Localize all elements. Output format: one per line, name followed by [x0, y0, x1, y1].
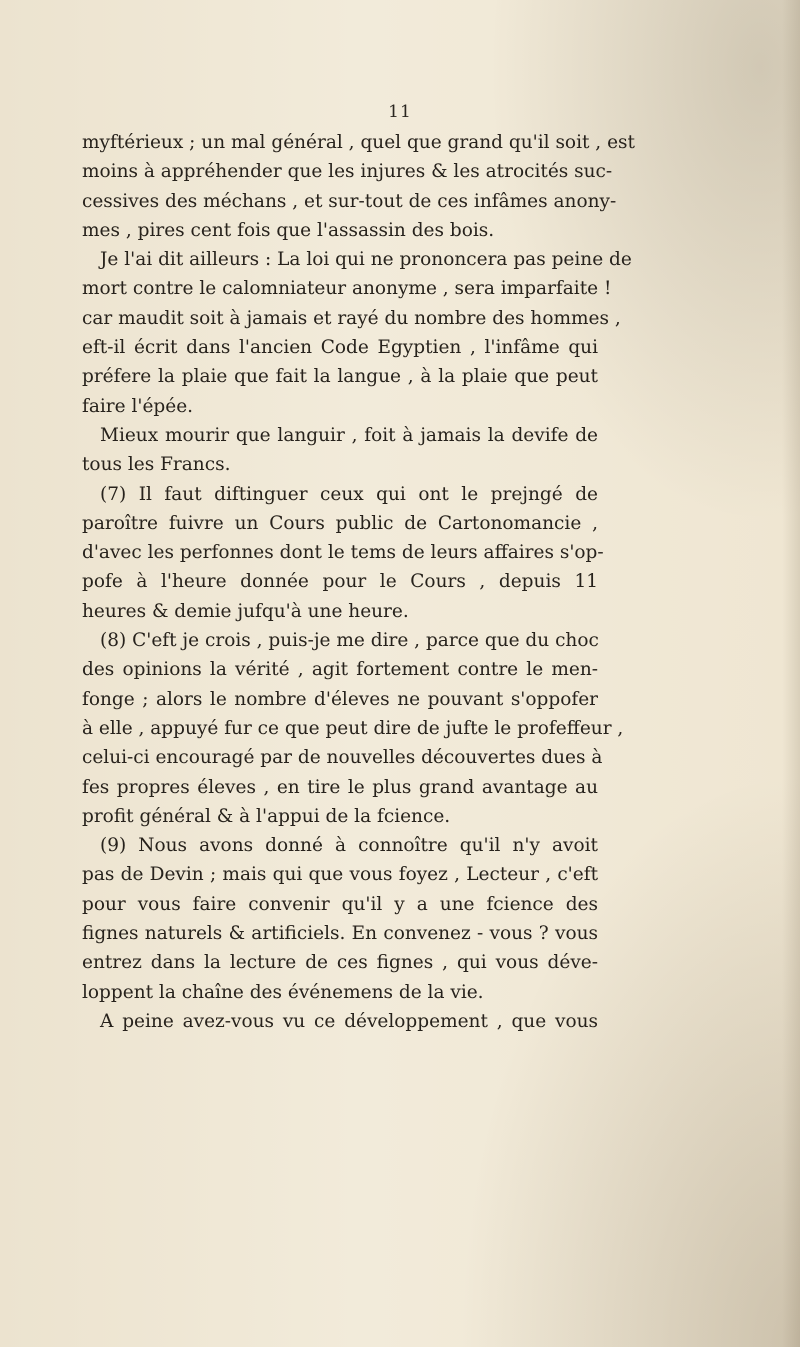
text-line: paroître fuivre un Cours public de Cartonomancie , [82, 512, 598, 534]
text-line: celui-ci encouragé par de nouvelles découvertes dues à [82, 747, 603, 769]
text-line: myftérieux ; un mal général , quel que grand qu'il soit , est [82, 132, 635, 153]
text-line: d'avec les perfonnes dont le tems de leurs affaires s'op- [82, 542, 604, 564]
text-line: car maudit soit à jamais et rayé du nombre des hommes , [82, 307, 621, 329]
text-line: Je l'ai dit ailleurs : La loi qui ne prononcera pas peine de [100, 249, 632, 271]
text-line: à elle , appuyé fur ce que peut dire de jufte le profeffeur , [82, 717, 624, 739]
text-line: pofe à l'heure donnée pour le Cours , depuis 11 [82, 571, 598, 593]
body-text [82, 128, 635, 1036]
text-line: fes propres éleves , en tire le plus grand avantage au [82, 776, 598, 798]
text-line: des opinions la vérité , agit fortement contre le men- [82, 659, 598, 681]
text-line: loppent la chaîne des événemens de la vie. [82, 981, 484, 1003]
page-edge-shadow [782, 0, 800, 1347]
text-line: heures & demie jufqu'à une heure. [82, 600, 409, 622]
text-line: (8) C'eft je crois , puis-je me dire , parce que du choc [100, 630, 599, 652]
text-line: A peine avez-vous vu ce développement , que vous [100, 1010, 598, 1032]
text-line: Mieux mourir que languir , foit à jamais la devife de [100, 424, 598, 446]
text-line: (7) Il faut diftinguer ceux qui ont le prejngé de [100, 483, 598, 505]
text-line: fignes naturels & artificiels. En convenez - vous ? vous [82, 923, 598, 945]
text-line: mort contre le calomniateur anonyme , sera imparfaite ! [82, 278, 612, 300]
text-line: faire l'épée. [82, 395, 194, 417]
text-line: pas de Devin ; mais qui que vous foyez , Lecteur , c'eft [82, 864, 598, 886]
text-line: préfere la plaie que fait la langue , à la plaie que peut [82, 366, 598, 388]
text-line: profit général & à l'appui de la fcience. [82, 805, 451, 827]
text-line: moins à appréhender que les injures & les atrocités suc- [82, 161, 613, 183]
text-line: fonge ; alors le nombre d'éleves ne pouvant s'oppofer [82, 688, 598, 710]
page-number: 11 [388, 102, 412, 122]
text-line: pour vous faire convenir qu'il y a une fcience des [82, 893, 598, 915]
text-line: tous les Francs. [82, 454, 231, 476]
text-line: mes , pires cent fois que l'assassin des bois. [82, 219, 495, 241]
text-line: (9) Nous avons donné à connoître qu'il n'y avoit [100, 835, 598, 857]
text-line: entrez dans la lecture de ces fignes , qui vous déve- [82, 952, 598, 974]
text-line: cessives des méchans , et sur-tout de ces infâmes anony- [82, 190, 617, 212]
text-line: eft-il écrit dans l'ancien Code Egyptien , l'infâme qui [82, 337, 598, 359]
